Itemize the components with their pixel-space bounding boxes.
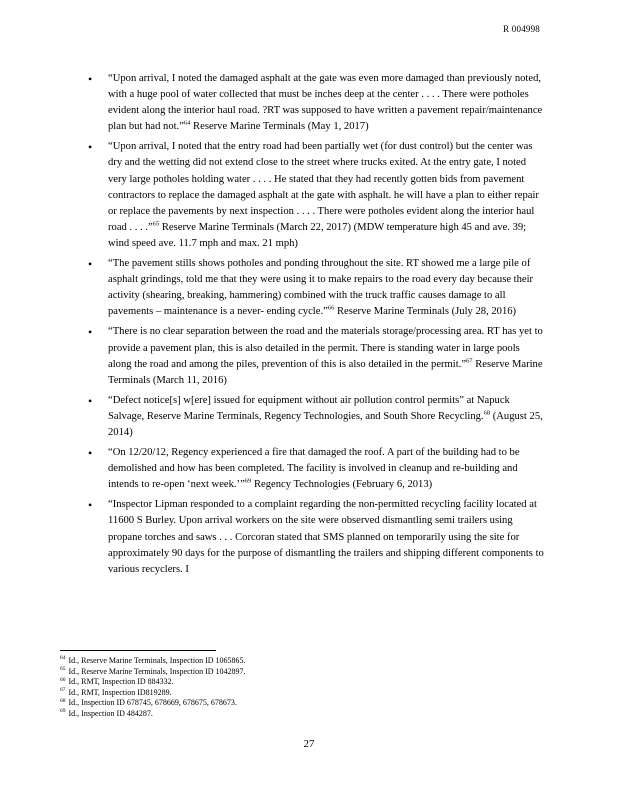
footnote — [60, 667, 540, 678]
bullet-item — [88, 393, 544, 441]
bullet-text: “Inspector Lipman responded to a complaint regarding the non-permitted recycling facility located at 11600 S Burley. Upon arrival workers on the site were observed dismantling semi trailers using propane torches and saws . . . Corcoran stated that SMS planned on temporarily using the site for approximately 90 days for the purpose of dismantling the trailers and shipping different components to various recyclers. I — [108, 499, 544, 575]
footnote-reference: 69 — [244, 477, 252, 485]
bullet-item — [88, 324, 544, 388]
bullet-item — [88, 497, 544, 577]
footnote-reference: 68 — [483, 409, 491, 417]
footnote — [60, 698, 540, 709]
page-number: 27 — [303, 738, 315, 750]
footnote-reference: 65 — [152, 220, 160, 228]
bullet-source: Regency Technologies (February 6, 2013) — [251, 479, 433, 491]
bullet-text: “There is no clear separation between the road and the materials storage/processing area. RT has yet to provide a pavement plan, this is also detailed in the permit. There is standing water in large pools along the road and among the piles, prevention of this is also detailed in the permit.” — [108, 326, 543, 370]
bullet-source: (August 25, 2014) — [108, 410, 543, 438]
footnote-text: Id., Reserve Marine Terminals, Inspection ID 1042897. — [66, 666, 246, 676]
footnote-number: 66 — [60, 676, 66, 683]
footnote-text: Id., Reserve Marine Terminals, Inspection ID 1065865. — [66, 656, 246, 665]
footnotes — [60, 656, 540, 720]
footnote — [60, 709, 540, 720]
bullet-text: “The pavement stills shows potholes and ponding throughout the site. RT showed me a large pile of asphalt grindings, told me that they were using it to make repairs to the road every day because their activity (shearing, breaking, hammering) combined with the truck traffic causes damage to all pavements – maintenance is a never- ending cycle.” — [108, 258, 534, 318]
bullet-text: “Defect notice[s] w[ere] issued for equipment without air pollution control permits” at Napuck Salvage, Reserve Marine Terminals, Regency Technologies, and South Shore Recycling. — [108, 394, 510, 422]
footnote-text: Id., RMT, Inspection ID819289. — [66, 687, 172, 697]
bullet-item — [88, 139, 544, 252]
bullet-source: Reserve Marine Terminals (March 22, 2017) (MDW temperature high 45 and ave. 39; wind speed ave. 11.7 mph and max. 21 mph) — [108, 221, 527, 249]
footnote-reference: 66 — [327, 304, 335, 312]
footnote-reference: 67 — [466, 357, 473, 365]
footnote — [60, 677, 540, 688]
bullet-text: “Upon arrival, I noted that the entry road had been partially wet (for dust control) but the center was dry and the wetting did not extend close to the street where trucks exited. At the entry gate, I noted very large potholes holding water . . . . He stated that they had recently gotten bids from pavement contractors to replace the damaged asphalt at the gate with asphalt. he will have a plan to either repair or replace the pavements by next inspection . . . . There were potholes evident along the interior haul road . . . .” — [108, 141, 539, 233]
bullet-source: Reserve Marine Terminals (March 11, 2016) — [108, 358, 543, 386]
footnote-number: 64 — [60, 655, 66, 662]
bullet-item — [88, 256, 544, 320]
footnote-number: 68 — [60, 697, 66, 704]
bullet-item — [88, 71, 544, 135]
bullet-text: “Upon arrival, I noted the damaged asphalt at the gate was even more damaged than previously noted, with a huge pool of water collected that must be inches deep at the center . . . . There were potholes evident along the interior haul road. ?RT was supposed to have written a pavement repair/maintenance plan but had not.” — [108, 73, 543, 133]
footnote-text: Id., Inspection ID 678745, 678669, 678675, 678673. — [66, 698, 237, 708]
footnote — [60, 656, 540, 667]
bullet-source: Reserve Marine Terminals (May 1, 2017) — [190, 121, 369, 133]
footnote-number: 67 — [60, 687, 66, 694]
bullet-item — [88, 445, 544, 493]
quotation-list — [88, 71, 544, 582]
bates-number: R 004998 — [503, 24, 540, 34]
footnote-number: 65 — [60, 665, 66, 672]
footnote-reference: 64 — [183, 119, 191, 127]
bullet-text: “On 12/20/12, Regency experienced a fire that damaged the roof. A part of the building had to be demolished and how has been completed. The facility is involved in cleanup and re-building and intends to re-open ‘next week.’” — [108, 447, 520, 491]
footnote-divider — [60, 650, 216, 651]
footnote-text: Id., RMT, Inspection ID 884332. — [66, 677, 174, 687]
footnote-text: Id., Inspection ID 484287. — [66, 708, 153, 718]
footnote — [60, 688, 540, 699]
footnote-number: 69 — [60, 708, 66, 715]
bullet-source: Reserve Marine Terminals (July 28, 2016) — [334, 306, 517, 318]
